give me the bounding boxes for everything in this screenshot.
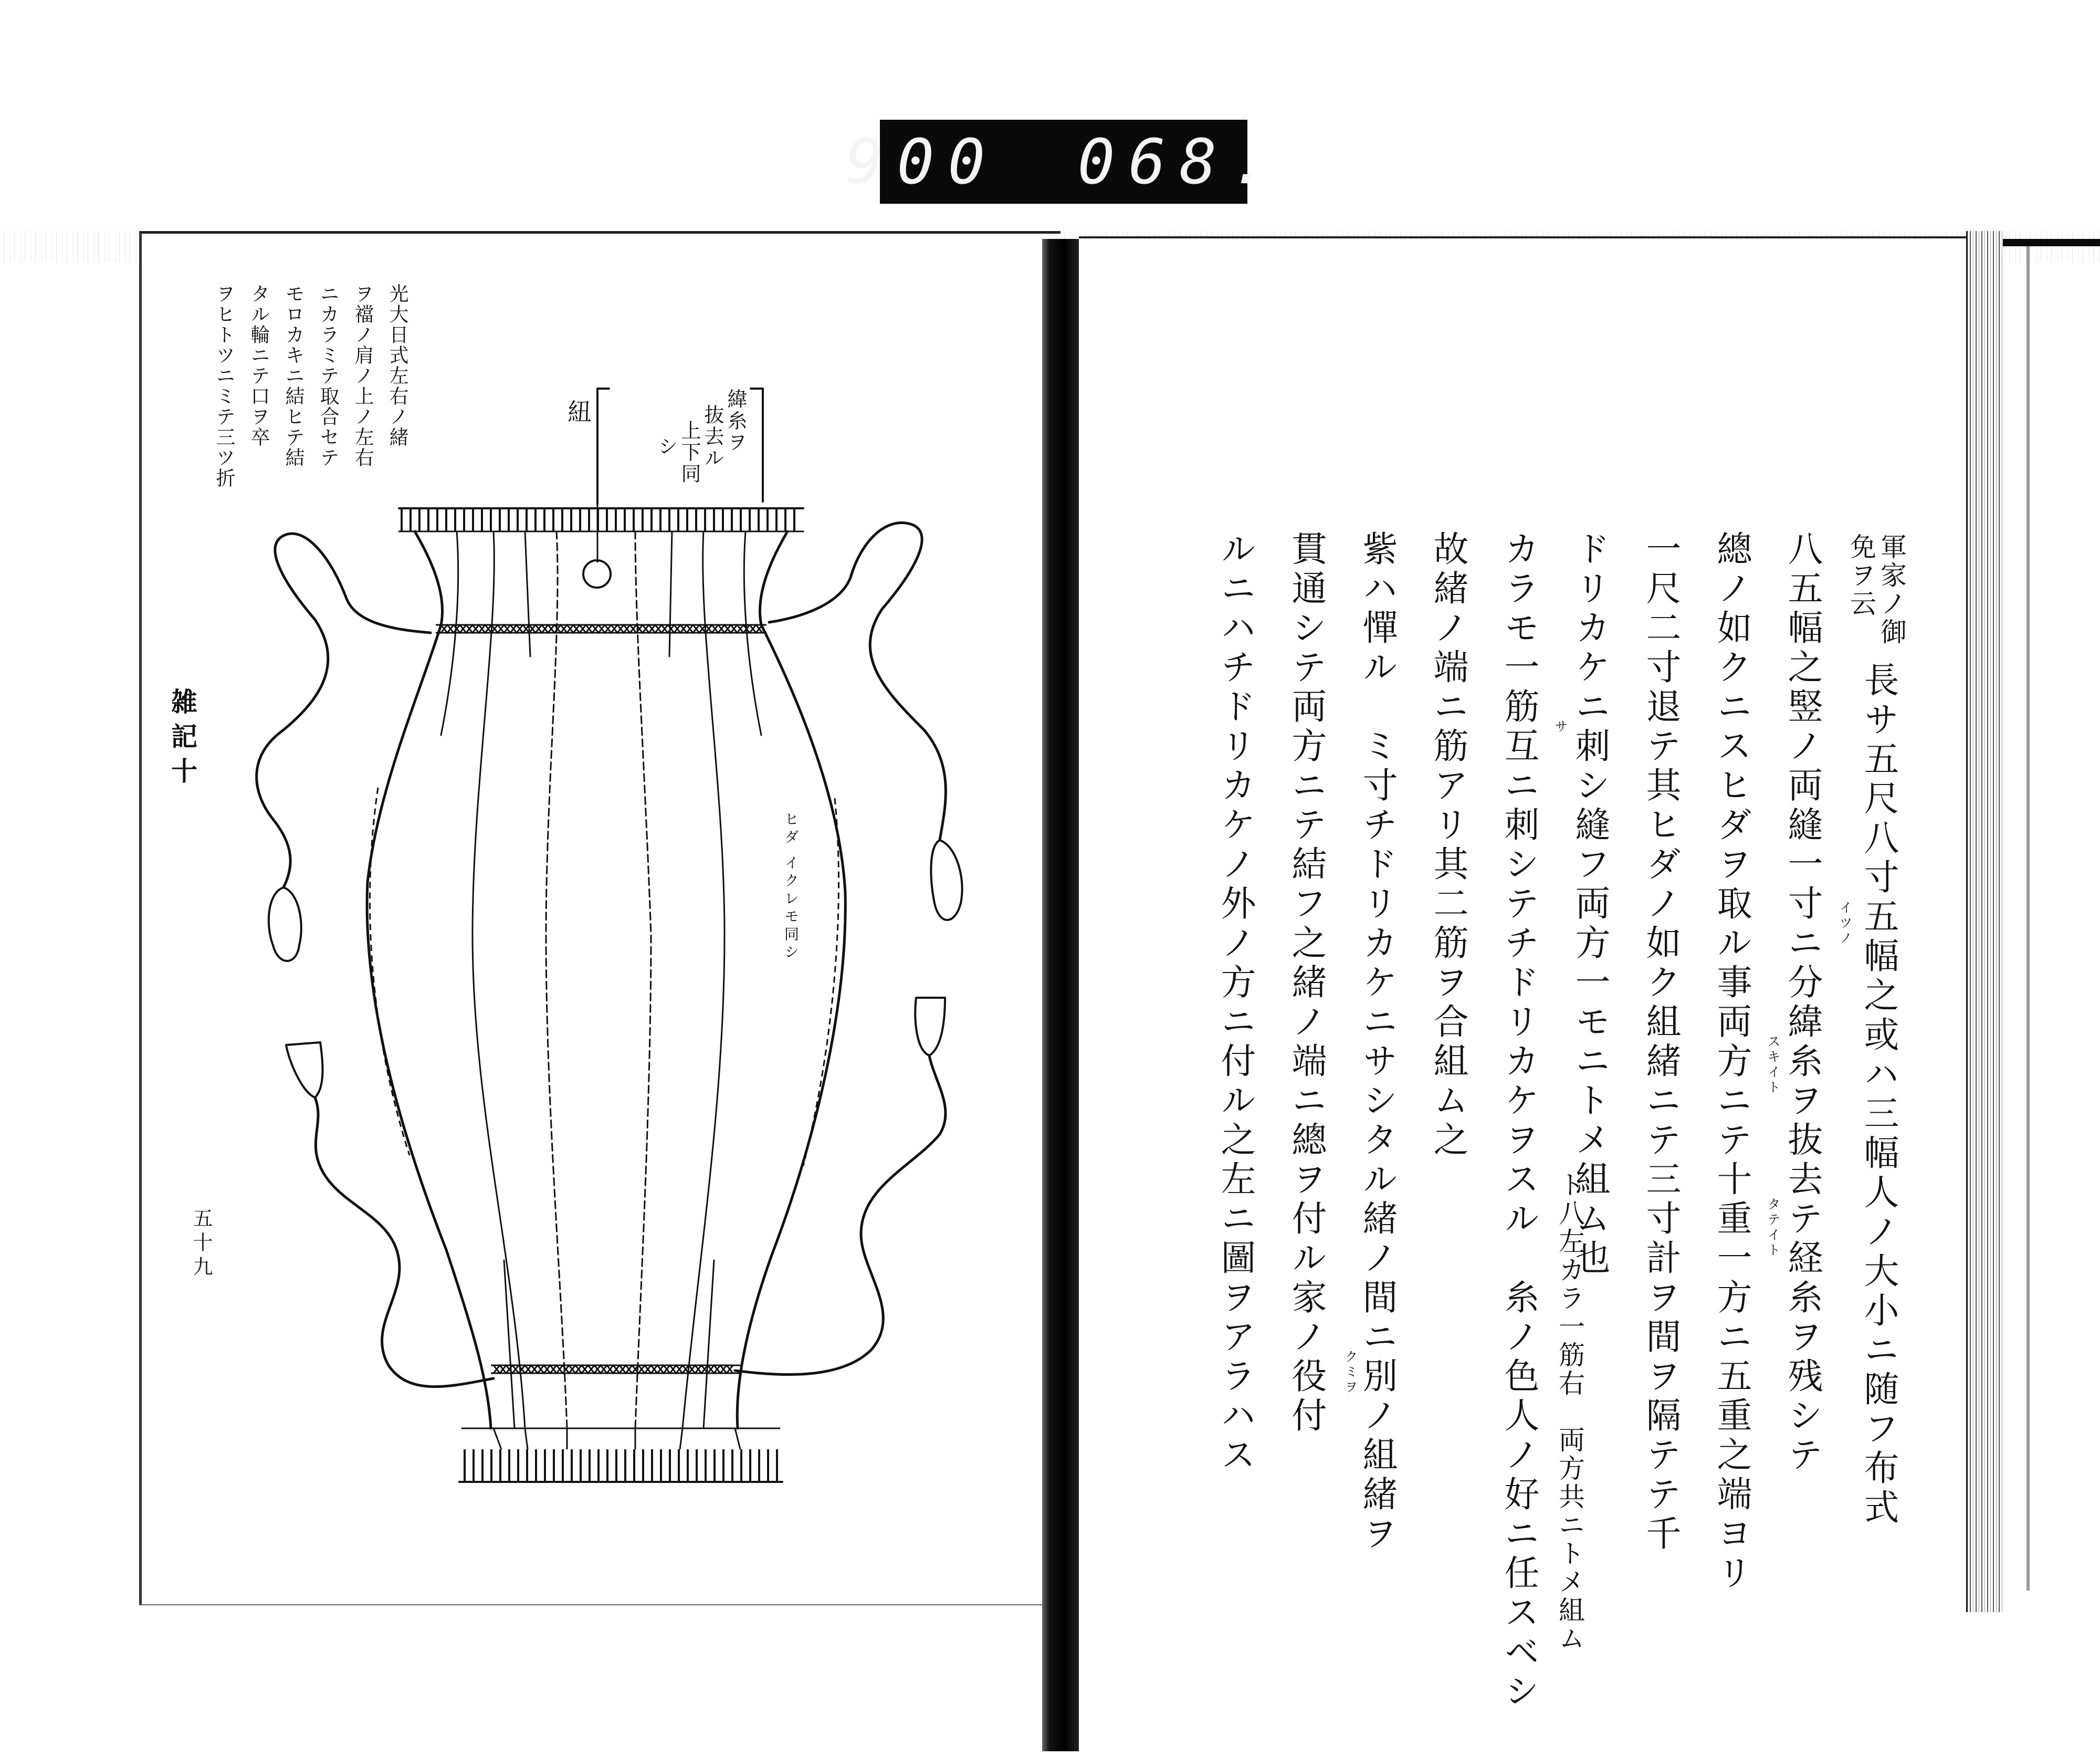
column-5-note: ト八左カラ一筋右 両方共ニトメ組ム <box>1555 1171 1585 1653</box>
column-3: 總ノ如クニスヒダヲ取ル事両方ニテ十重一方ニ五重之端ヨリ <box>1712 530 1752 1594</box>
label-tie: 紐 <box>564 399 592 425</box>
furigana-2: スキイト <box>1766 1034 1781 1095</box>
note-line-2: ヲ襠ノ肩ノ上ノ左右 <box>351 284 374 468</box>
column-1-head: 軍家ノ御 <box>1876 533 1907 646</box>
column-8: 紫ハ憚ル ミ寸チドリカケニサシタル緒ノ間ニ別ノ組緒ヲ <box>1357 530 1398 1554</box>
furigana-3: タテイト <box>1766 1197 1781 1258</box>
frame-number: 068. <box>1077 126 1282 198</box>
folio-number: 五十九 <box>190 1208 213 1280</box>
label-warp-2: 抜去ル <box>701 404 724 469</box>
label-warp-4: シ <box>655 436 678 457</box>
note-line-5: タル輪ニテ口ヲ卒 <box>247 284 270 447</box>
column-5: ドリカケニ刺シ縫フ両方一モニトメ組ム也 <box>1570 530 1611 1279</box>
note-line-4: モロカキニ結ヒテ結 <box>282 284 304 468</box>
column-1: 長サ五尺八寸五幅之或ハ三幅人ノ大小ニ随フ布式 <box>1858 662 1899 1528</box>
column-1-head-2: 免ヲ云 <box>1846 533 1876 618</box>
note-line-3: ニカラミテ取合セテ <box>317 284 339 468</box>
column-6: カラモ一筋互ニ刺シテチドリカケヲスル 糸ノ色人ノ好ニ任スベシ <box>1499 530 1540 1712</box>
note-line-1: 光大日式左右ノ緒 <box>386 284 408 447</box>
column-2: 八五幅之竪ノ両縫一寸ニ分緯糸ヲ抜去テ経糸ヲ残シテ <box>1782 530 1823 1476</box>
side-label-pleats: ヒダ イクレモ同シ <box>782 811 800 962</box>
furigana-4: サ <box>1553 719 1568 735</box>
note-line-6: ヲヒトツニミテ三ツ折 <box>213 284 235 488</box>
label-warp-3: 上下同 <box>678 420 701 485</box>
furigana-5: クミヲ <box>1343 1350 1358 1395</box>
reel-number: 900 <box>846 126 999 198</box>
column-7: 故緒ノ端ニ筋アリ其二筋ヲ合組ム之 <box>1428 530 1469 1161</box>
column-10: ルニハチドリカケノ外ノ方ニ付ル之左ニ圖ヲアラハス <box>1215 530 1256 1476</box>
column-9: 貫通シテ両方ニテ結フ之緒ノ端ニ總ヲ付ル家ノ役付 <box>1286 530 1327 1436</box>
column-4: 一尺二寸退テ其ヒダノ如ク組緒ニテ三寸計ヲ間ヲ隔テテ千 <box>1641 530 1682 1554</box>
label-warp-1: 緯糸ヲ <box>724 389 747 453</box>
margin-title: 雑記十 <box>167 688 198 792</box>
furigana-1: イツノ <box>1838 901 1853 946</box>
